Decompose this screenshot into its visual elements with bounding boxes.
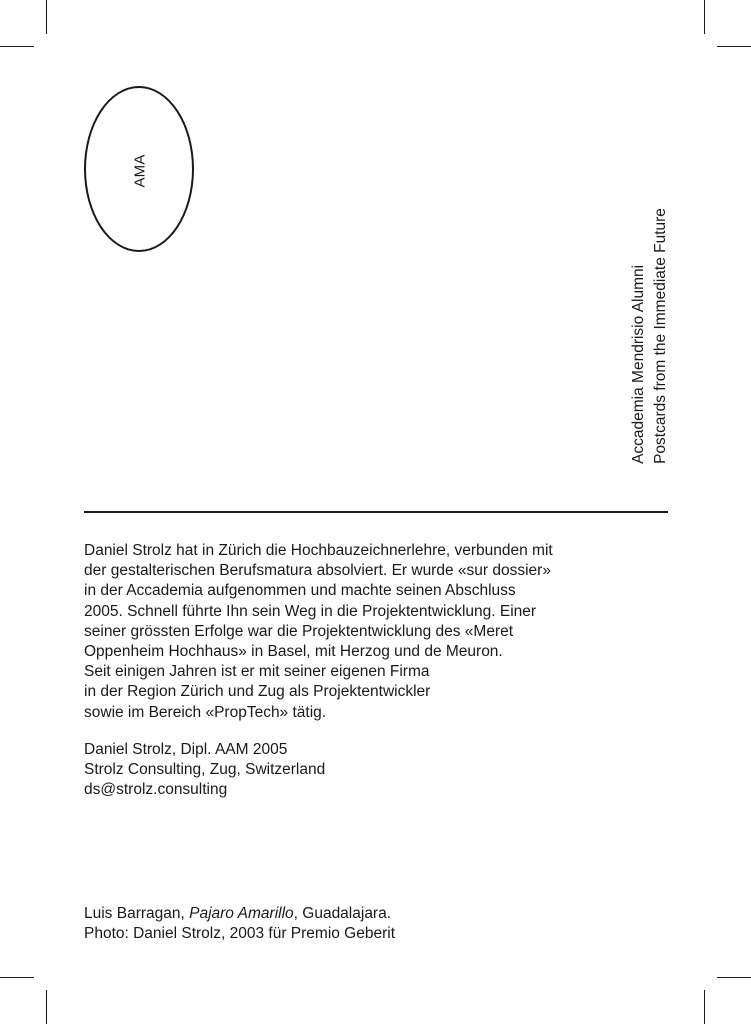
crop-mark-top-left-horizontal bbox=[0, 46, 34, 47]
contact-company: Strolz Consulting, Zug, Switzerland bbox=[84, 761, 326, 779]
bio-line: der gestalterischen Berufsmatura absolviert. Er wurde «sur dossier» bbox=[84, 562, 551, 580]
bio-line: Seit einigen Jahren ist er mit seiner eigenen Firma bbox=[84, 663, 430, 681]
divider-rule bbox=[84, 511, 668, 513]
crop-mark-top-left-vertical bbox=[46, 0, 47, 34]
crop-mark-bottom-left-horizontal bbox=[0, 977, 34, 978]
crop-mark-top-right-horizontal bbox=[717, 46, 751, 47]
photo-caption bbox=[84, 904, 395, 944]
bio-line: in der Accademia aufgenommen und machte seinen Abschluss bbox=[84, 582, 516, 600]
bio-line: Oppenheim Hochhaus» in Basel, mit Herzog und de Meuron. bbox=[84, 643, 503, 661]
crop-mark-bottom-right-horizontal bbox=[717, 977, 751, 978]
crop-mark-bottom-left-vertical bbox=[46, 990, 47, 1024]
bio-paragraph bbox=[84, 541, 644, 723]
caption-architect: Luis Barragan, bbox=[84, 905, 190, 922]
side-title-line-2: Postcards from the Immediate Future bbox=[652, 208, 669, 464]
side-title bbox=[628, 208, 672, 464]
caption-work-title: Pajaro Amarillo bbox=[189, 905, 294, 922]
caption-photo-credit: Photo: Daniel Strolz, 2003 für Premio Geberit bbox=[84, 925, 396, 943]
contact-name: Daniel Strolz, Dipl. AAM 2005 bbox=[84, 741, 288, 758]
bio-line: 2005. Schnell führte Ihn sein Weg in die Projektentwicklung. Einer bbox=[84, 602, 537, 620]
crop-mark-top-right-vertical bbox=[704, 0, 705, 34]
caption-place: , Guadalajara. bbox=[293, 905, 392, 922]
bio-line: in der Region Zürich und Zug als Projektentwickler bbox=[84, 683, 431, 701]
side-title-line-1: Accademia Mendrisio Alumni bbox=[630, 264, 647, 464]
crop-mark-bottom-right-vertical bbox=[704, 990, 705, 1024]
bio-line: sowie im Bereich «PropTech» tätig. bbox=[84, 703, 327, 721]
stamp-label: AMA bbox=[131, 154, 149, 188]
contact-block bbox=[84, 740, 325, 801]
bio-line: Daniel Strolz hat in Zürich die Hochbauzeichnerlehre, verbunden mit bbox=[84, 542, 553, 559]
caption-title-line bbox=[84, 904, 395, 924]
contact-email[interactable]: ds@strolz.consulting bbox=[84, 781, 228, 799]
bio-line: seiner grössten Erfolge war die Projektentwicklung des «Meret bbox=[84, 622, 514, 640]
